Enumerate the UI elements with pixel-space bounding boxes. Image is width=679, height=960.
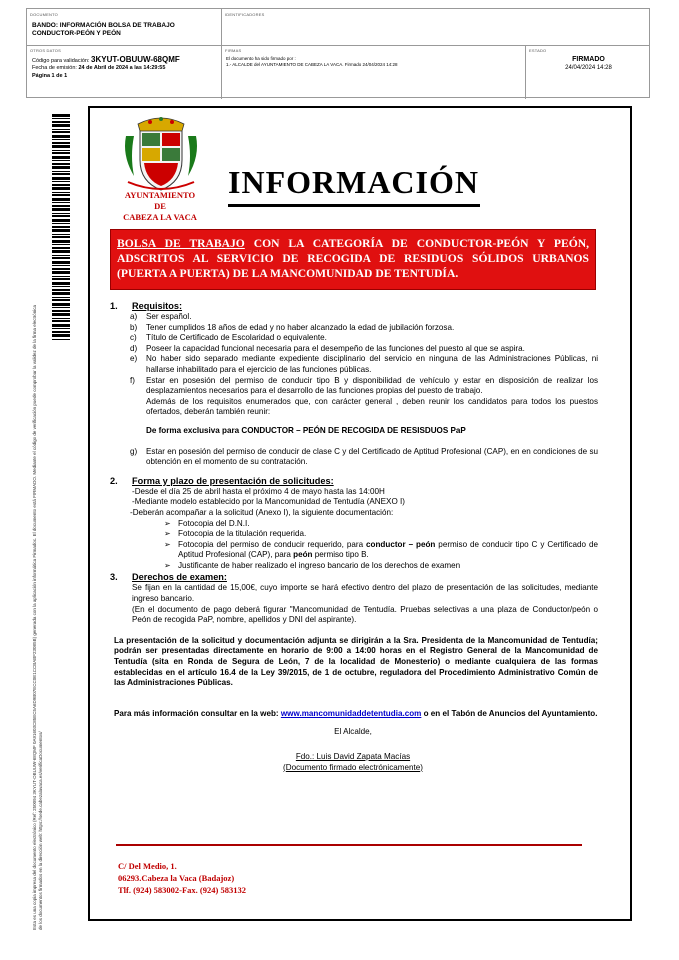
list-item — [108, 519, 598, 530]
list-item — [108, 344, 598, 355]
estado-cell — [526, 45, 651, 99]
header-row-2 — [27, 45, 649, 99]
list-text: Tener cumplidos 18 años de edad y no haber alcanzado la edad de jubilación forzosa. — [146, 322, 455, 332]
estado-caption: ESTADO — [529, 48, 547, 53]
list-marker: a) — [130, 312, 138, 321]
sidebar-text: Esta es una copia impresa del documento electrónico (Ref: 250094 3KYUT-OBUUW-68QMF 0A91603C85EC5A6D9B07ECC0E1CCBABF23085B) generada con la aplicación informática Firmadoc. El documento está FIRMADO. Mediante el código de verificación puede comprobar la validez de la firma electrónica de los documentos firmados en la dirección web: https://sede.cabezalavaca.es/verificaDocumentos/ — [32, 305, 43, 930]
derechos-para-2: (En el documento de pago deberá figurar "Mancomunidad de Tentudía. Pruebas selectivas a una plaza de Conductor/peón o Peón de recogida PaP, nombre, apellidos y DNI del aspirante). — [132, 604, 598, 625]
arrow-icon: ➢ — [164, 539, 171, 549]
section-solicitudes — [108, 475, 598, 572]
list-marker: c) — [130, 333, 137, 343]
requisitos-list — [108, 312, 598, 397]
fecha-value: 24 de Abril de 2024 a las 14:29:55 — [78, 65, 166, 71]
closing-paragraph: La presentación de la solicitud y documentación adjunta se dirigirán a la Sra. Presidenta de la Mancomunidad de Tentudía; podrán ser presentadas directamente en horario de 9:00 a 14:00 horas en el Registro General de la Mancomunidad de Tentudía (sita en Ronda de Segura de León, 7 de la localidad de Monesterio) o mediante cualquiera de las formas establecidas en el artículo 16.4 de la Ley 39/2015, de 1 de octubre, reguladora del Procedimiento Administrativo Común de las Administraciones Públicas. — [114, 635, 598, 688]
ayuntamiento-label — [110, 190, 210, 223]
list-item — [108, 540, 598, 561]
footer-line-3: Tlf. (924) 583002-Fax. (924) 583132 — [118, 885, 246, 895]
firmas-caption: FIRMAS — [225, 48, 242, 53]
list-marker: b) — [130, 322, 138, 332]
alcalde-label: El Alcalde, — [334, 727, 372, 737]
section-3-heading — [108, 571, 598, 583]
section-1-num: 1. — [110, 301, 118, 311]
coat-of-arms-icon — [120, 116, 202, 192]
job-banner — [110, 229, 596, 290]
list-text: Justificante de haber realizado el ingreso bancario de los derechos de examen — [178, 560, 461, 570]
arrow-icon: ➢ — [164, 529, 171, 539]
section-3-title: Derechos de examen: — [132, 572, 227, 583]
list-text-a: Fotocopia del permiso de conducir requerido, para — [178, 539, 367, 549]
list-text-c: permiso de conducir tipo C y Certificado de Aptitud Profesional (CAP), para — [178, 539, 598, 560]
identificadores-caption: IDENTIFICADORES — [225, 12, 265, 17]
documento-caption: DOCUMENTO — [30, 12, 58, 17]
list-item — [108, 312, 598, 323]
footer-divider — [116, 844, 582, 846]
exclusive-heading: De forma exclusiva para CONDUCTOR – PEÓN DE RECOGIDA DE RESISDUOS PaP — [146, 425, 466, 435]
list-text: Estar en posesión del permiso de conducir tipo B y disponibilidad de vehículo y estar en disposición de realizar los desplazamientos necesarios para el desarrollo de las funciones propias del puesto de trabajo. — [146, 375, 598, 396]
banner-text — [117, 236, 589, 281]
header-row-1 — [27, 9, 649, 46]
signature-name — [108, 752, 598, 763]
list-marker: g) — [130, 446, 138, 456]
info-text-b: o en el Tabón de Anuncios del Ayuntamiento. — [421, 708, 598, 718]
identificadores-cell — [222, 9, 651, 45]
plazo-line-3: -Deberán acompañar a la solicitud (Anexo I), la siguiente documentación: — [130, 507, 394, 517]
barcode-image — [52, 114, 70, 342]
ayto-line-2: DE — [154, 201, 166, 211]
list-item — [108, 376, 598, 397]
website-link[interactable]: www.mancomunidaddetentudia.com — [280, 708, 422, 718]
info-text-a: Para más información consultar en la web: — [114, 708, 281, 718]
banner-part-2: CON LA CATEGORÍA DE CONDUCTOR-PEÓN Y PEÓN, ADSCRITOS AL SERVICIO DE RECOGIDA DE RESIDUOS SÓLIDOS URBANOS (PUERTA A PUERTA) DE LA MANCOMUNIDAD DE TENTUDÍA. — [117, 237, 589, 280]
title-underline — [228, 204, 480, 207]
firmas-cell — [222, 45, 526, 99]
section-derechos — [108, 571, 598, 625]
arrow-icon: ➢ — [164, 518, 171, 528]
list-text: Fotocopia de la titulación requerida. — [178, 529, 307, 539]
fecha-label: Fecha de emisión: — [32, 65, 77, 71]
fecha-row — [32, 65, 165, 72]
list-text: Fotocopia del D.N.I. — [178, 518, 250, 528]
fdo-text: Fdo.: Luis David Zapata Macías — [295, 752, 411, 761]
section-requisitos — [108, 300, 598, 468]
codigo-label: Código para validación: — [32, 58, 90, 64]
documento-value-2: CONDUCTOR-PEÓN Y PEÓN — [32, 30, 121, 37]
sidebar-verification — [4, 300, 64, 950]
footer-line-2: 06293.Cabeza la Vaca (Badajoz) — [118, 873, 235, 883]
section-1-heading — [108, 300, 598, 312]
derechos-para-1: Se fijan en la cantidad de 15,00€, cuyo importe se hará efectivo dentro del plazo de presentación de las solicitudes, mediante ingreso bancario. — [132, 583, 598, 604]
signature-note — [108, 763, 598, 774]
list-text-e: permiso tipo B. — [312, 550, 369, 560]
section-2-title: Forma y plazo de presentación de solicitudes: — [132, 475, 334, 486]
list-text: Estar en posesión del permiso de conducir de clase C y del Certificado de Aptitud Profesional (CAP), en en condiciones de su obtención en el momento de su contratación. — [146, 446, 598, 467]
section-2-num: 2. — [110, 475, 118, 486]
list-text: No haber sido separado mediante expediente disciplinario del servicio en ninguna de las Administraciones Públicas, ni hallarse inhabilitado para el ejercicio de las funciones públicas. — [146, 354, 598, 374]
otros-datos-cell — [27, 45, 222, 99]
info-paragraph — [108, 709, 598, 720]
pagina: Página 1 de 1 — [32, 73, 68, 79]
list-text-b: conductor – peón — [366, 539, 436, 549]
list-item — [108, 561, 598, 572]
footer-line-1: C/ Del Medio, 1. — [118, 861, 177, 871]
list-text: Título de Certificado de Escolaridad o equivalente. — [146, 333, 327, 343]
ayto-line-3: CABEZA LA VACA — [123, 212, 197, 222]
list-item — [108, 333, 598, 344]
ayto-line-1: AYUNTAMIENTO — [124, 190, 196, 200]
firmas-line-1: El documento ha sido firmado por : — [226, 56, 296, 61]
requisitos-extra: Además de los requisitos enumerados que, con carácter general , deben reunir los candidatos para todos los puestos ofertados, deberán también reunir: — [146, 396, 598, 417]
list-item — [108, 529, 598, 540]
documento-cell — [27, 9, 222, 45]
document-body — [108, 300, 598, 773]
plazo-line-1: -Desde el día 25 de abril hasta el próximo 4 de mayo hasta las 14:00H — [132, 486, 385, 496]
list-item — [108, 447, 598, 468]
list-text: Poseer la capacidad funcional necesaria para el desempeño de las funciones del puesto al que se aspira. — [146, 343, 525, 353]
section-3-num: 3. — [110, 572, 118, 583]
banner-part-1: BOLSA DE TRABAJO — [117, 237, 245, 250]
list-marker: d) — [130, 343, 138, 353]
codigo-value[interactable]: 3KYUT-OBUUW-68QMF — [91, 55, 180, 64]
list-marker: f) — [130, 375, 135, 385]
arrow-icon: ➢ — [164, 560, 171, 570]
estado-value: FIRMADO — [572, 56, 605, 63]
page-title: INFORMACIÓN — [228, 164, 479, 200]
codigo-row — [32, 56, 180, 65]
section-2-heading — [108, 475, 598, 487]
firmas-line-2: 1.- ALCALDE del AYUNTAMIENTO DE CABEZA LA VACA. Firmado 24/04/2024 14:28 — [226, 62, 398, 67]
section-1-title: Requisitos: — [132, 301, 183, 311]
list-text: Ser español. — [146, 312, 192, 321]
list-text-d: peón — [293, 550, 313, 560]
footer-address — [118, 860, 246, 896]
otros-caption: OTROS DATOS — [30, 48, 61, 53]
verification-header — [26, 8, 650, 98]
firmado-text: (Documento firmado electrónicamente) — [283, 762, 423, 772]
list-item — [108, 323, 598, 334]
plazo-line-2: -Mediante modelo establecido por la Mancomunidad de Tentudía (ANEXO I) — [132, 497, 405, 507]
estado-date: 24/04/2024 14:28 — [565, 65, 612, 71]
documento-value-1: BANDO: INFORMACIÓN BOLSA DE TRABAJO — [32, 22, 175, 29]
list-marker: e) — [130, 354, 138, 364]
list-item — [108, 354, 598, 375]
